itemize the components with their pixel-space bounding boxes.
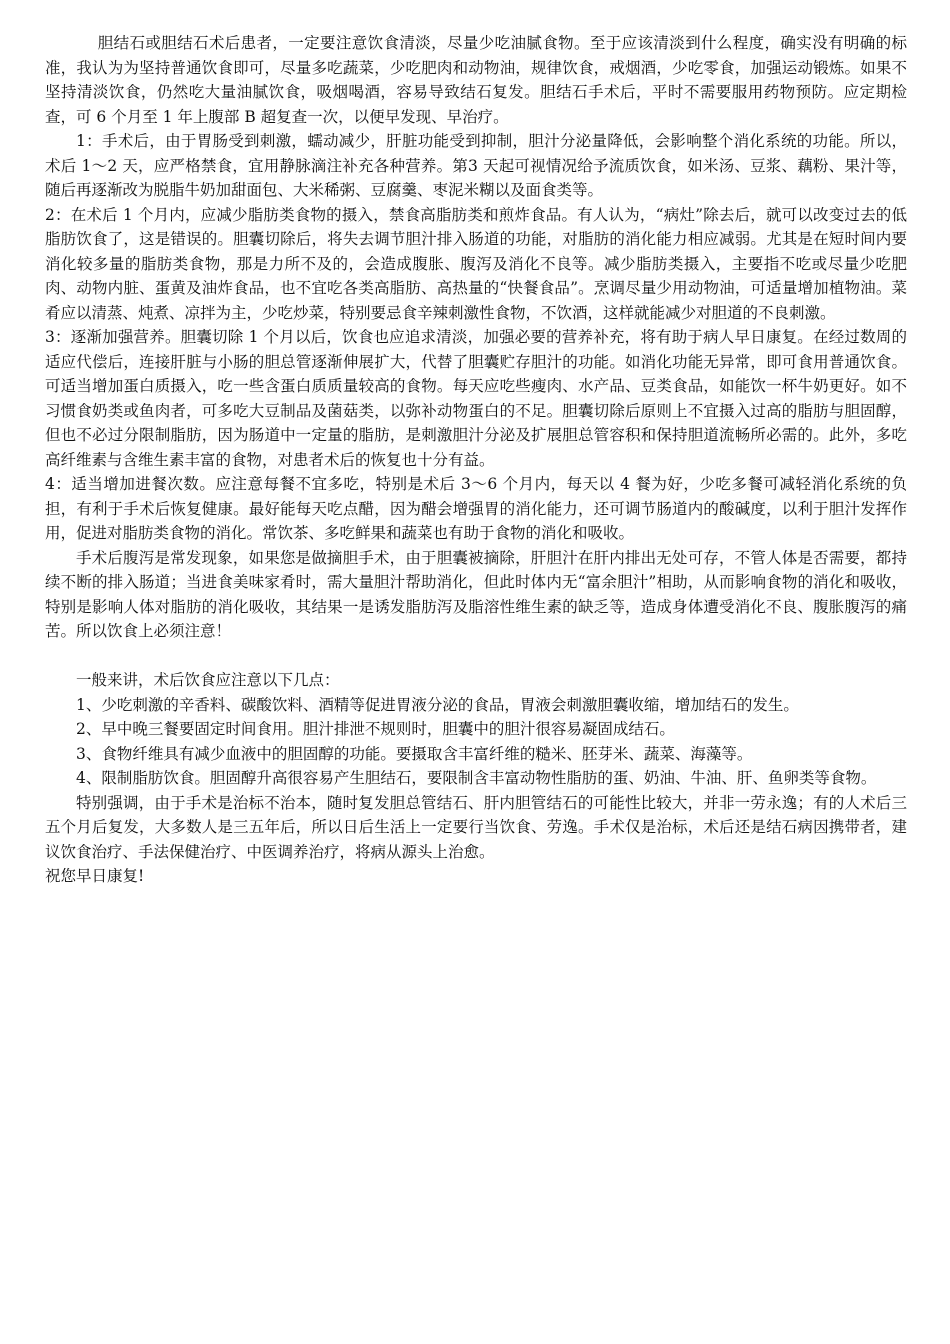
diarrhea-paragraph: 手术后腹泻是常发现象，如果您是做摘胆手术，由于胆囊被摘除，肝胆汁在肝内排出无处可存，不管人体是否需要，都持续不断的排入肠道；当进食美味家肴时，需大量胆汁帮助消化，但此时体内无“富余胆汁”相助，从而影响食物的消化和吸收，特别是影响人体对脂肪的消化吸收，其结果一是诱发脂肪泻及脂溶性维生素的缺乏等，造成身体遭受消化不良、腹胀腹泻的痛苦。所以饮食上必须注意！ [45,548,907,640]
intro-paragraph: 胆结石或胆结石术后患者，一定要注意饮食清淡，尽量少吃油腻食物。至于应该清淡到什么程度，确实没有明确的标准，我认为为坚持普通饮食即可，尽量多吃蔬菜，少吃肥肉和动物油，规律饮食，戒烟酒，少吃零食，加强运动锻炼。如果不坚持清淡饮食，仍然吃大量油腻饮食，吸烟喝酒，容易导致结石复发。胆结石手术后，平时不需要服用药物预防。应定期检查，可 6 个月至 1 年上腹部 B 超复查一次，以便早发现、早治疗。 [45,34,907,126]
point-1-paragraph: 1：手术后，由于胃肠受到刺激，蠕动减少，肝脏功能受到抑制，胆汁分泌量降低，会影响整个消化系统的功能。所以，术后 1～2 天，应严格禁食，宜用静脉滴注补充各种营养。第3 天起可视情况给予流质饮食，如米汤、豆浆、藕粉、果汁等，随后再逐渐改为脱脂牛奶加甜面包、大米稀粥、豆腐羹、枣泥米糊以及面食类等。 [45,132,907,199]
list-item: 3、食物纤维具有减少血液中的胆固醇的功能。要摄取含丰富纤维的糙米、胚芽米、蔬菜、海藻等。 [76,744,753,763]
list-item: 1、少吃刺激的辛香料、碳酸饮料、酒精等促进胃液分泌的食品，胃液会刺激胆囊收缩，增加结石的发生。 [76,695,799,714]
list-item: 4、限制脂肪饮食。胆固醇升高很容易产生胆结石，要限制含丰富动物性脂肪的蛋、奶油、牛油、肝、鱼卵类等食物。 [76,769,877,787]
general-notes-heading: 一般来讲，术后饮食应注意以下几点： [76,671,340,689]
point-4-paragraph: 4：适当增加进餐次数。应注意每餐不宜多吃，特别是术后 3～6 个月内，每天以 4 餐为好，少吃多餐可减轻消化系统的负担，有利于手术后恢复健康。最好能每天吃点醋，因为醋会增强胃的消化能力，还可调节肠道内的酸碱度，以利于胆汁发挥作用，促进对脂肪类食物的消化。常饮茶、多吃鲜果和蔬菜也有助于食物的消化和吸收。 [45,475,907,542]
emphasis-paragraph: 特别强调，由于手术是治标不治本，随时复发胆总管结石、肝内胆管结石的可能性比较大，并非一劳永逸；有的人术后三五个月后复发，大多数人是三五年后，所以日后生活上一定要行当饮食、劳逸。手术仅是治标，术后还是结石病因携带者，建议饮食治疗、手法保健治疗、中医调养治疗，将病从源头上治愈。 [45,793,907,861]
document-body [45,31,907,889]
point-3-paragraph: 3：逐渐加强营养。胆囊切除 1 个月以后，饮食也应追求清淡，加强必要的营养补充，将有助于病人早日康复。在经过数周的适应代偿后，连接肝脏与小肠的胆总管逐渐伸展扩大，代替了胆囊贮存胆汁的功能。如消化功能无异常，即可食用普通饮食。可适当增加蛋白质摄入，吃一些含蛋白质质量较高的食物。每天应吃些瘦肉、水产品、豆类食品，如能饮一杯牛奶更好。如不习惯食奶类或鱼肉者，可多吃大豆制品及菌菇类，以弥补动物蛋白的不足。胆囊切除后原则上不宜摄入过高的脂肪与胆固醇，但也不必过分限制脂肪，因为肠道中一定量的脂肪，是刺激胆汁分泌及扩展胆总管容积和保持胆道流畅所必需的。此外，多吃高纤维素与含维生素丰富的食物，对患者术后的恢复也十分有益。 [45,328,907,469]
closing-line: 祝您早日康复! [45,867,145,885]
blank-line [45,644,907,669]
list-item: 2、早中晚三餐要固定时间食用。胆汁排泄不规则时，胆囊中的胆汁很容易凝固成结石。 [76,720,675,738]
point-2-paragraph: 2：在术后 1 个月内，应减少脂肪类食物的摄入，禁食高脂肪类和煎炸食品。有人认为，“病灶”除去后，就可以改变过去的低脂肪饮食了，这是错误的。胆囊切除后，将失去调节胆汁排入肠道的功能，对脂肪的消化能力相应减弱。尤其是在短时间内要消化较多量的脂肪类食物，那是力所不及的，会造成腹胀、腹泻及消化不良等。减少脂肪类摄入，主要指不吃或尽量少吃肥肉、动物内脏、蛋黄及油炸食品，也不宜吃各类高脂肪、高热量的“快餐食品”。烹调尽量少用动物油，可适量增加植物油。菜肴应以清蒸、炖煮、凉拌为主，少吃炒菜，特别要忌食辛辣刺激性食物，不饮酒，这样就能减少对胆道的不良刺激。 [45,205,907,322]
